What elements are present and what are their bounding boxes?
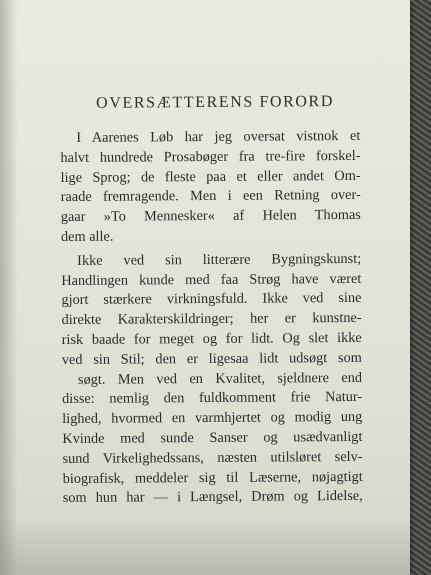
text-line: sund Virkelighedssans, næsten utilsløret selv- bbox=[62, 448, 363, 467]
text-line: direkte Karakterskildringer; her er kunstne- bbox=[61, 310, 362, 329]
paragraph-2 bbox=[61, 250, 363, 509]
text-line: Ikke ved sin litterære Bygningskunst; bbox=[77, 250, 362, 269]
page-text-block bbox=[60, 93, 363, 509]
table-surface bbox=[407, 0, 431, 575]
text-line: I Aarenes Løb har jeg oversat vistnok et bbox=[76, 127, 361, 146]
text-line: gaar »To Mennesker« af Helen Thomas bbox=[60, 207, 361, 226]
paragraph-1 bbox=[60, 127, 361, 248]
text-line: ved sin Stil; den er ligesaa lidt udsøgt som bbox=[61, 349, 362, 368]
text-line: raade fremragende. Men i een Retning over- bbox=[60, 187, 361, 206]
text-line: Handlingen kunde med faa Strøg have været bbox=[61, 270, 362, 289]
text-line: gjort stærkere virkningsfuld. Ikke ved sine bbox=[61, 290, 362, 309]
text-line: biografisk, meddeler sig til Læserne, nøjagtigt bbox=[62, 468, 363, 487]
text-line: lige Sprog; de fleste paa et eller andet Om- bbox=[60, 167, 361, 186]
page-title: OVERSÆTTERENS FORORD bbox=[96, 93, 335, 112]
text-line: lighed, hvormed en varmhjertet og modig ung bbox=[62, 409, 363, 428]
text-line: som hun har — i Længsel, Drøm og Lidelse, bbox=[62, 488, 363, 507]
text-line: søgt. Men ved en Kvalitet, sjeldnere end bbox=[77, 369, 363, 388]
text-line: dem alle. bbox=[60, 228, 114, 245]
text-line: risk baade for meget og for lidt. Og slet ikke bbox=[61, 329, 362, 348]
text-line: halvt hundrede Prosabøger fra tre-fire forskel- bbox=[60, 147, 361, 166]
text-line: Kvinde med sunde Sanser og usædvanligt bbox=[62, 428, 363, 447]
page-gutter-shadow bbox=[0, 0, 18, 575]
page-bottom-shadow bbox=[0, 515, 410, 575]
text-line: disse: nemlig den fuldkomment frie Natur- bbox=[62, 389, 363, 408]
